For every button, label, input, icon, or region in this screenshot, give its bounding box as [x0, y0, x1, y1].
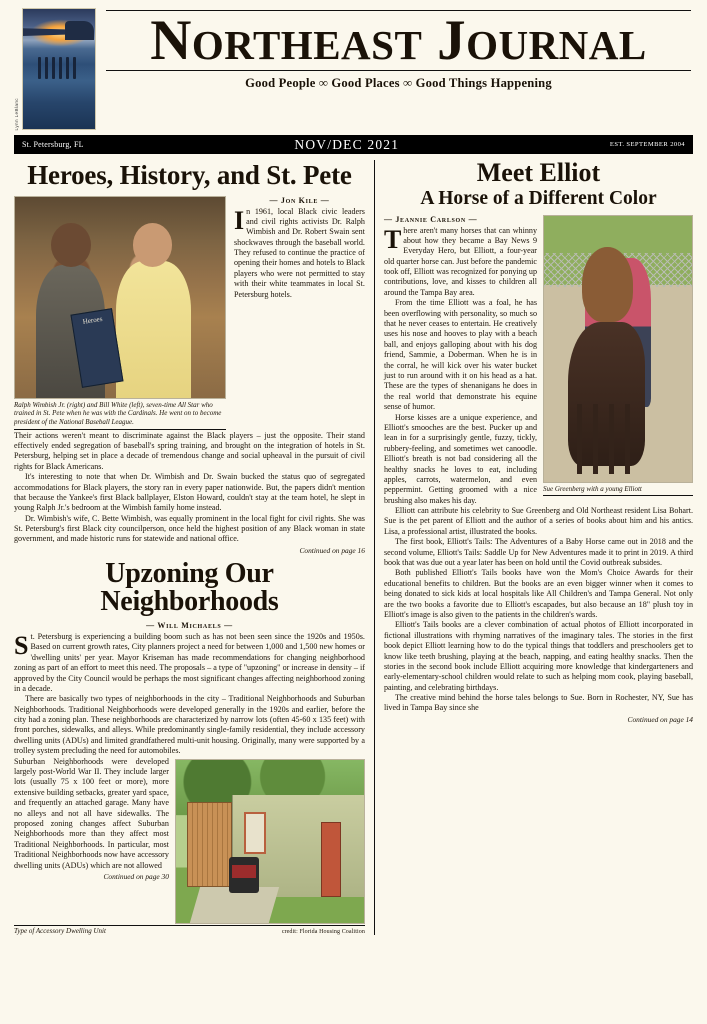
masthead-slogan: Good People ∞ Good Places ∞ Good Things Happening — [245, 75, 552, 90]
upzoning-byline: — Will Michaels — — [146, 620, 233, 630]
elliot-paragraph-6: Both published Elliott's Tails books have won the Mom's Choice Awards for their educational benefits to children. But the books are an even bigger winner when it comes to being donated to sick kids at local hospitals like All Children's and Tampa General. Not only are the two books a favorite due to Elliott's escapades, but also because an 18" plush toy in Elliott's image is also given to the patients in the children's wards. — [383, 568, 693, 619]
masthead-rule-top — [106, 10, 691, 11]
adu-photo — [175, 759, 365, 924]
upzoning-paragraph-3: Suburban Neighborhoods were developed largely post-World War II. They include larger lots (usually 75 x 100 feet or more), more extensive building setbacks, greater yard space, and frequently an attached garage. Many have no alleys and not all have sidewalks. The proposed zoning changes affect Suburban Neighborhoods more than they affect most Traditional Neighborhoods. In particular, most Traditional Neighborhoods now have accessory dwelling units (ADUs) which are not allowed — [14, 756, 169, 870]
left-column — [14, 160, 365, 935]
info-location: St. Petersburg, FL — [22, 140, 84, 149]
upzoning-paragraph-1: St. Petersburg is experiencing a building boom such as has not been seen since the 1920s and 1950s. Based on current growth rates, City planners project a need for between 1,000 and 1,500 new homes or 'dwelling units' per year. Mayor Kriseman has made recommendations for changing neighborhood zoning as part of an effort to meet this need. The proposals – a type of "upzoning" or increase in density – if approved by the City Council would be perhaps the most significant changes affecting neighborhood zoning in a decade. — [14, 630, 365, 693]
heroes-paragraph-3: It's interesting to note that when Dr. Wimbish and Dr. Swain bucked the status quo of segregated accommodations for Black players, the story ran in every paper nationwide. But, the papers didn't mention that because the Yankee's first Black ballplayer, Elston Howard, couldn't stay at the team hotel, he slept in young Ralph Jr.'s bedroom at the Wimbish family home instead. — [14, 472, 365, 513]
adu-figure — [175, 759, 365, 924]
heroes-figure — [14, 196, 226, 430]
right-column — [374, 160, 693, 935]
elliot-paragraph-4: Elliott can attribute his celebrity to Sue Greenberg and Old Northeast resident Lisa Bohart. Sue is the pet parent of Elliott and the author of a series of books about him and his antics. Lisa, a professional artist, illustrated the books. — [383, 506, 693, 536]
masthead-text — [104, 8, 693, 95]
heroes-photo-caption: Ralph Wimbish Jr. (right) and Bill White (left), seven-time All Star who trained in St. Pete when he was with the Cardinals. He went on to become president of the National Baseball League. — [14, 399, 226, 430]
upzoning-headline: Upzoning Our Neighborhoods — [100, 557, 279, 618]
elliot-byline: — Jeannie Carlson — — [383, 214, 478, 224]
title-j: J — [437, 9, 467, 72]
title-word-northeast: ORTHEAST — [191, 22, 423, 68]
adu-photo-credit: credit: Florida Housing Coalition — [281, 929, 365, 936]
masthead-photo-credit: Lynn LeBlanc — [14, 97, 19, 130]
elliot-paragraph-5: The first book, Elliott's Tails: The Adventures of a Baby Horse came out in 2018 and the second volume, Elliott's Tails: Saddle Up for New Adventures made it to print in 2019. A third book that was due out a year later has been on hold until the Covid outbreak subsides. — [383, 537, 693, 568]
elliot-subheadline: A Horse of a Different Color — [420, 187, 657, 209]
publication-title — [104, 9, 693, 72]
title-n: N — [150, 9, 192, 72]
heroes-photo — [14, 196, 226, 399]
heroes-paragraph-2: Their actions weren't meant to discriminate against the Black players – just the opposite. Their stand effectively ended segregation of baseball's spring training, and brought on the integration of hotels in St. Petersburg, helping set in place a decade of tremendous change and social upheaval in the pursuit of civil rights for Black Americans. — [14, 430, 365, 471]
elliot-continued[interactable]: Continued on page 14 — [627, 714, 693, 724]
elliot-headline: Meet Elliot — [476, 158, 601, 187]
masthead-photo — [14, 8, 96, 130]
elliot-paragraph-7: Elliott's Tails books are a clever combination of actual photos of Elliott incorporated in fictional illustrations with rhyming narratives of the imaginary tales. The stories in the first book depict Elliott learning how to do the typical things that toddlers and preschoolers get to know like teeth brushing, playing at the beach, napping, and eating healthy snacks. Then the stories in the second book include Elliott acquiring more knowledge that kindergarteners and early-elementary-school children would relate to such as helping mom cook, playing baseball, painting, and celebrating birthdays. — [383, 620, 693, 692]
elliot-paragraph-3: Horse kisses are a unique experience, and Elliott's smooches are the best. Pucker up and lean in for a surprisingly gentle, fuzzy, tickly, rubbery-feeling, and sometimes wet canoodle. Elliott's breath is not bad considering all the healthy snacks he loves to eat, including apples, carrots, watermelon, and even peppermint. Getting groomed with a nice brushing also makes his day. — [383, 412, 537, 505]
elliot-paragraph-1: There aren't many horses that can whinny about how they became a Bay News 9 Everyday Hero, but Elliott, a four-year old quarter horse can. Just before the pandemic took off, Elliott was recognized for ponying up contributions, love, and kisses to children all around the Tampa Bay area. — [383, 224, 537, 297]
heroes-text-column — [234, 196, 365, 430]
pier-pilings — [36, 57, 81, 79]
elliot-photo-caption: Sue Greenberg with a young Elliott — [543, 483, 693, 497]
elliot-paragraph-8: The creative mind behind the horse tales belongs to Sue. Born in Rochester, NY, Sue has lived in Tampa Bay since she — [383, 693, 693, 713]
heroes-continued[interactable]: Continued on page 16 — [299, 545, 365, 555]
heroes-byline: — Jon Kile — — [269, 195, 330, 205]
info-bar — [14, 135, 693, 154]
adu-photo-caption: Type of Accessory Dwelling Unit — [14, 926, 106, 935]
heroes-headline: Heroes, History, and St. Pete — [27, 160, 352, 190]
upzoning-continued[interactable]: Continued on page 30 — [103, 871, 169, 881]
masthead — [14, 8, 693, 130]
elliot-figure — [543, 215, 693, 497]
title-word-journal: OURNAL — [466, 22, 647, 68]
content-area — [14, 160, 693, 935]
masthead-rule-bottom — [106, 70, 691, 71]
elliot-photo — [543, 215, 693, 483]
upzoning-paragraph-2: There are basically two types of neighborhoods in the city – Traditional Neighborhoods and Suburban Neighborhoods. Traditional Neighborhoods were developed generally in the 1920s and earlier, before the city had a zoning plan. These neighborhoods are characterized by narrow lots (often 45-60 x 135 feet) with front porches, sidewalks, and alleys. While predominantly single-family residential, they include accessory dwelling units (ADUs) and limited grandfathered multi-unit housing. Originally, many were supported by a trolley system precluding the need for automobiles. — [14, 694, 365, 756]
info-established: EST. SEPTEMBER 2004 — [609, 141, 685, 148]
heroes-paragraph-1: In 1961, local Black civic leaders and civil rights activists Dr. Ralph Wimbish and Dr. Robert Swain sent shockwaves through the baseball world. They refused to continue the practice of opening their homes and hotels to Black players who were not permitted to stay with their white teammates in local St. Petersburg hotels. — [234, 205, 365, 299]
elliot-paragraph-2: From the time Elliott was a foal, he has been overflowing with personality, so much so that he never ceases to entertain. He creatively uses his nose and hooves to play with a beach ball, and enjoys galloping about with his dog friend, Sammie, a Doberman. When he is in the corral, he will kick over his water bucket just to run around with it on his head as a hat. These are the types of shenanigans he does in the real world that demonstrate his equine sense of humor. — [383, 298, 537, 412]
heroes-paragraph-4: Dr. Wimbish's wife, C. Bette Wimbish, was equally prominent in the local fight for civil rights. She was St. Petersburg's first Black city councilperson, once held the highest position of any Black woman in state government, and made historic runs for statewide and national office. — [14, 513, 365, 544]
pier-sunset-image — [22, 8, 96, 130]
book-cover-title: Heroes — [82, 315, 103, 327]
info-issue-date: NOV/DEC 2021 — [294, 136, 400, 152]
